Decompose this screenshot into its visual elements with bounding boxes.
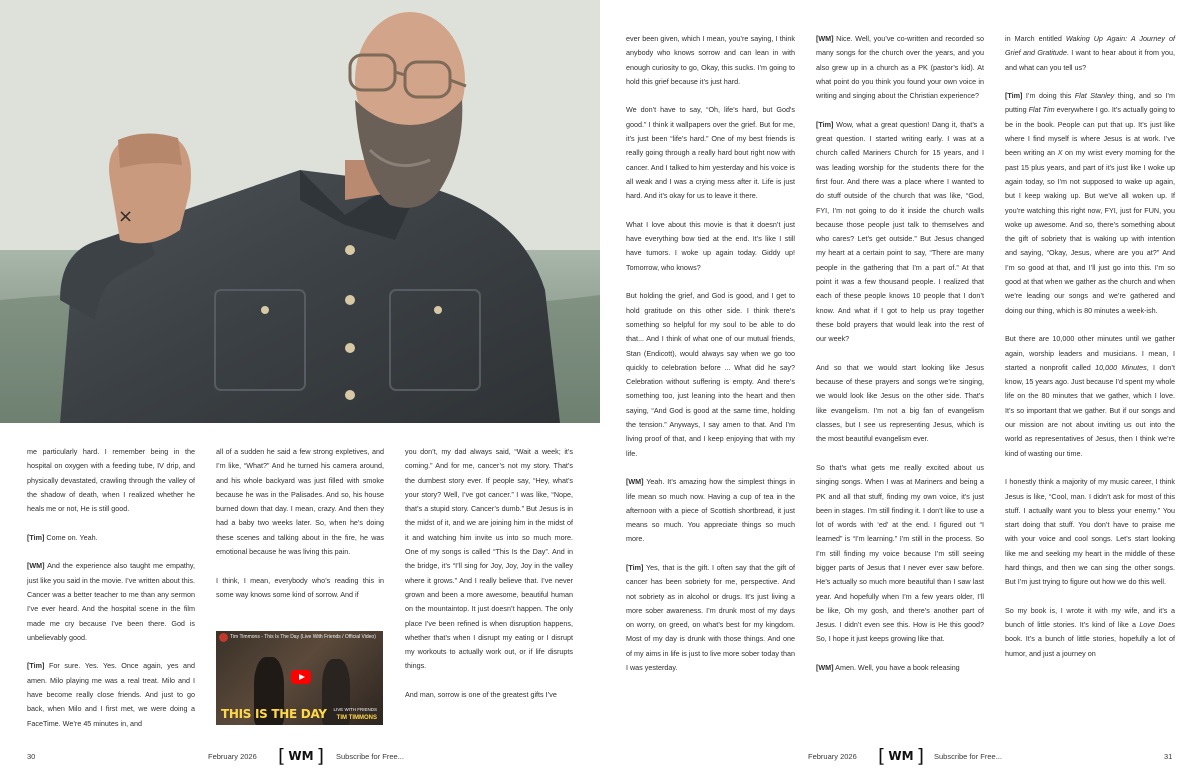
paragraph-text: I’m doing this Flat Stanley thing, and so I’m putting Flat Tim everywhere I go. It’s actually going to be in the book. People can put that up. It’s just like where I find myself is where Jesus is at work. I’ve been writing an X on my wrist every morning for the past 15 plus years, and part of it’s just like I woke up again today, so I’m not supposed to wake up again, but I keep waking up. But we’ve all woken up. If you’re watching this right now, FYI, just for FUN, you woke up awesome. And so, there’s something about the gift of sobriety that is waking up with intention and saying, “Okay, Jesus, where are you at?” And I’m so good at that, and I’ll just go into this. I’m so good at that when we gather as the church and when we’re leading our songs and we’re gathered and doing our thing, which is 80 minutes a week-ish.	[1005, 91, 1176, 315]
paragraph: me particularly hard. I remember being in the hospital on oxygen with a feeding tube, IV drip, and physically devastated, crawling through the valley of the shadow of death, when I realized whether he heals me or not, He is still good.	[27, 447, 195, 514]
paragraph-text: Amen. Well, you have a book releasing	[833, 663, 960, 673]
paragraph	[1005, 89, 1175, 318]
paragraph: What I love about this movie is that it doesn’t just have everything bow tied at the end. It’s like I still have tumors. I woke up again today. Giddy up! Tomorrow, who knows?	[626, 219, 795, 272]
paragraph-text: Wow, what a great question! Dang it, that’s a great question. I started writing early. I was at a church called Mariners Church for 15 years, and I was leading worship for the students there for the first four. And there was a place where I wanted to do stuff outside of the church that was like, “God, FYI, I’m not going to do it inside the church walls because those people just talk to themselves and who cares? Let’s get outside.” But Jesus changed my heart at a certain point to say, “There are many people in the gathering that I’m a part of.” At that point it was a few thousand people. I realized that each of these people knows 10 people that I don’t know. And what if I got to help us pray together these bold prayers that would leak into the rest of our week?	[816, 119, 984, 344]
left-column-2	[216, 445, 384, 602]
speaker-label: [WM]	[626, 477, 644, 487]
speaker-label: [Tim]	[816, 119, 834, 129]
right-page	[600, 0, 1200, 776]
right-column-2	[816, 32, 984, 675]
paragraph: But holding the grief, and God is good, and I get to hold gratitude on this other side. I think there’s something so helpful for my soul to be able to do that... And I think of what one of our mutual friends, Stan (Endicott), would always say when we go too quickly to celebration before ... What did he say? Celebration without suffering is empty. And there’s something too, just leaning into the heart and then saying, “And God is good at the same time, holding the tension.” Anyways, I say amen to that. And I’m living proof of that, and I keep enjoying that with my life.	[626, 291, 795, 458]
hero-photo	[0, 0, 600, 423]
paragraph	[816, 661, 984, 675]
video-embed[interactable]	[216, 631, 383, 725]
paragraph	[816, 118, 984, 347]
channel-avatar	[219, 633, 228, 642]
paragraph: And man, sorrow is one of the greatest gifts I’ve	[405, 690, 557, 700]
paragraph-text: For sure. Yes. Yes. Once again, yes and amen. Milo playing me was a real treat. Milo and I have become really close friends. And just to go back, when Milo and I first met, we were doing a FaceTime. We’re 45 minutes in, and	[27, 661, 195, 728]
paragraph-text: Yeah. It’s amazing how the simplest things in life mean so much now. Having a cup of tea in the afternoon with a piece of Scottish shortbread, it just means so much. You appreciate things so much more.	[626, 477, 795, 544]
paragraph	[816, 32, 984, 103]
paragraph	[27, 659, 195, 730]
paragraph: So my book is, I wrote it with my wife, and it’s a bunch of little stories. It’s kind of like a Love Does book. It’s a bunch of little stories, hopefully a lot of humor, and just a journey on	[1005, 605, 1175, 658]
paragraph	[27, 531, 195, 545]
speaker-label: [WM]	[816, 663, 834, 673]
speaker-label: [WM]	[27, 561, 45, 571]
video-thumbnail-title: THIS IS THE DAY	[221, 707, 327, 721]
left-column-3	[405, 445, 573, 702]
paragraph-text: Yes, that is the gift. I often say that the gift of cancer has been sobriety for me, perspective. And not sobriety as in alcohol or drugs. It’s just living a more sober awareness. I’m drunk most of my days on worry, on greed, on what’s best for my kingdom. Most of my day is drunk with those things. And one of my aims in life is just to live more sober today than I was yesterday.	[626, 562, 795, 673]
paragraph: I think, I mean, everybody who’s reading this in some way knows some kind of sorrow. And if	[216, 575, 384, 599]
paragraph: So that’s what gets me really excited about us singing songs. When I was at Mariners and being a PK and all that stuff, finding my own voice, it’s just been in stages. I’m still finding it. I don’t like to use a lot of words with ‘ed’ at the end. I figured out “I learned” is “I’m learning.” I’m still in the process. So I’m still finding my voice because I’m still seeing bigger parts of Jesus that I never ever saw before. He’s actually so much more beautiful than I saw last year. And hopefully when I’m a few years older, I’ll be like, Oh my gosh, and there’s another part of Jesus. I didn’t even see this. How is He this good? So, I hope it just keeps growing like that.	[816, 462, 984, 644]
issue-date: February 2026	[208, 752, 257, 761]
paragraph	[27, 559, 195, 645]
right-column-3	[1005, 32, 1175, 661]
paragraph-text: Nice. Well, you’ve co-written and recorded so many songs for the church over the years, and you also grew up in a church as a PK (pastor’s kid). At what point do you think you found your own voice in writing and singing about the Christian experience?	[816, 34, 984, 101]
issue-date: February 2026	[808, 752, 857, 761]
subscribe-link[interactable]: Subscribe for Free...	[336, 752, 404, 761]
right-column-1	[626, 32, 795, 675]
play-button-icon[interactable]	[291, 670, 311, 684]
paragraph: you don’t, my dad always said, “Wait a week; it’s coming.” And for me, cancer’s not my story. That’s the dumbest story ever. If people say, “Hey, what’s your story? Well, I’ve got cancer.” I was like, “Nope, that’s a stupid story. Cancer’s dumb.” But Jesus is in the midst of it, and we are joining him in the midst of it and watching him invite us into so much more. One of my songs is called “This Is the Day”. And in the bridge, it’s “I’ll sing for Joy, Joy, Joy in the valley where it grows.” And I really believe that. I’ve never grown and been a more awesome, beautiful human on the mountaintop. It just doesn’t happen. The only place I’ve been refined is when disruption happens, whether that’s when I disrupt my eating or I disrupt my workouts to actually work out, or if life disrupts things.	[405, 447, 573, 671]
speaker-label: [Tim]	[27, 661, 45, 671]
paragraph: But there are 10,000 other minutes until we gather again, worship leaders and musicians. I mean, I started a nonprofit called 10,000 Minutes, I don’t know, 15 years ago. Just because I’d spent my whole life on the 80 minutes that we gather, which I love. It’s so important that we gather. But if our songs and our mission are not about inviting us out into the world as representatives of Jesus, then I think we’re kind of wasting our time.	[1005, 334, 1175, 458]
paragraph: We don’t have to say, “Oh, life’s hard, but God’s good.” I think it wallpapers over the grief. But for me, it’s just been “life’s hard.” One of my best friends is really going through a really hard bout right now with cancer. And I talked to him yesterday and his voice is all weak and I was a crying mess after it. Life is just hard. And it’s okay for us to leave it there.	[626, 105, 795, 201]
speaker-label: [Tim]	[1005, 91, 1023, 101]
paragraph-text: Come on. Yeah.	[44, 532, 98, 542]
page-number: 30	[27, 752, 36, 761]
subscribe-link[interactable]: Subscribe for Free...	[934, 752, 1002, 761]
svg-text:×: ×	[118, 206, 134, 227]
speaker-label: [Tim]	[27, 532, 45, 542]
paragraph: And so that we would start looking like Jesus because of these prayers and songs we’re singing, we would look like Jesus on the other side. That’s like evangelism. I’m not a big fan of evangelism classes, but I see us representing Jesus, which is the most beautiful evangelism ever.	[816, 362, 984, 444]
video-thumbnail-artist: TIM TIMMONS	[336, 715, 377, 721]
wm-logo: [ WM ]	[277, 745, 325, 767]
paragraph: I honestly think a majority of my music career, I think Jesus is like, “Cool, man. I didn’t ask for most of this stuff. I actually want you to bless your enemy.” You start doing that stuff. You don’t have to praise me with your voice and cool songs. Let’s start looking like me and seeking my heart in the middle of these hard things, and then we can sing the other songs. But I’m just trying to figure out how we do this well.	[1005, 477, 1175, 587]
wm-logo: [ WM ]	[877, 745, 925, 767]
page-number: 31	[1164, 752, 1173, 761]
hero-photo-illustration	[0, 0, 600, 423]
video-title: Tim Timmons - This Is The Day (Live With Friends / Official Video)	[230, 634, 376, 640]
paragraph	[626, 561, 795, 675]
paragraph-text: And the experience also taught me empathy, just like you said in the movie. I’ve written about this. Cancer was a better teacher to me than any sermon I’ve ever heard. And the hospital scene in the film made me cry because I’ve been there. God is unbelievably good.	[27, 561, 195, 642]
speaker-label: [Tim]	[626, 562, 644, 572]
video-thumbnail-subtitle: LIVE WITH FRIENDS	[333, 707, 377, 712]
speaker-label: [WM]	[816, 34, 834, 43]
paragraph: all of a sudden he said a few strong expletives, and I’m like, “What?” And he turned his camera around, and his whole backyard was just filled with smoke because he was in the Palisades. And so, his house burned down that day. I mean, crazy. And then they had a baby two weeks later. So, when he’s doing these scenes and talking about in the fire, he was emotional because he was living this pain.	[216, 447, 384, 557]
paragraph: in March entitled Waking Up Again: A Journey of Grief and Gratitude. I want to hear about it from you, and what can you tell us?	[1005, 34, 1176, 72]
paragraph: ever been given, which I mean, you’re saying, I think anybody who knows sorrow and can lean in with enough curiosity to go, Okay, this sucks. I’m going to hold this grief because it’s just hard.	[626, 34, 795, 86]
left-column-1	[27, 445, 195, 731]
paragraph	[626, 475, 795, 546]
